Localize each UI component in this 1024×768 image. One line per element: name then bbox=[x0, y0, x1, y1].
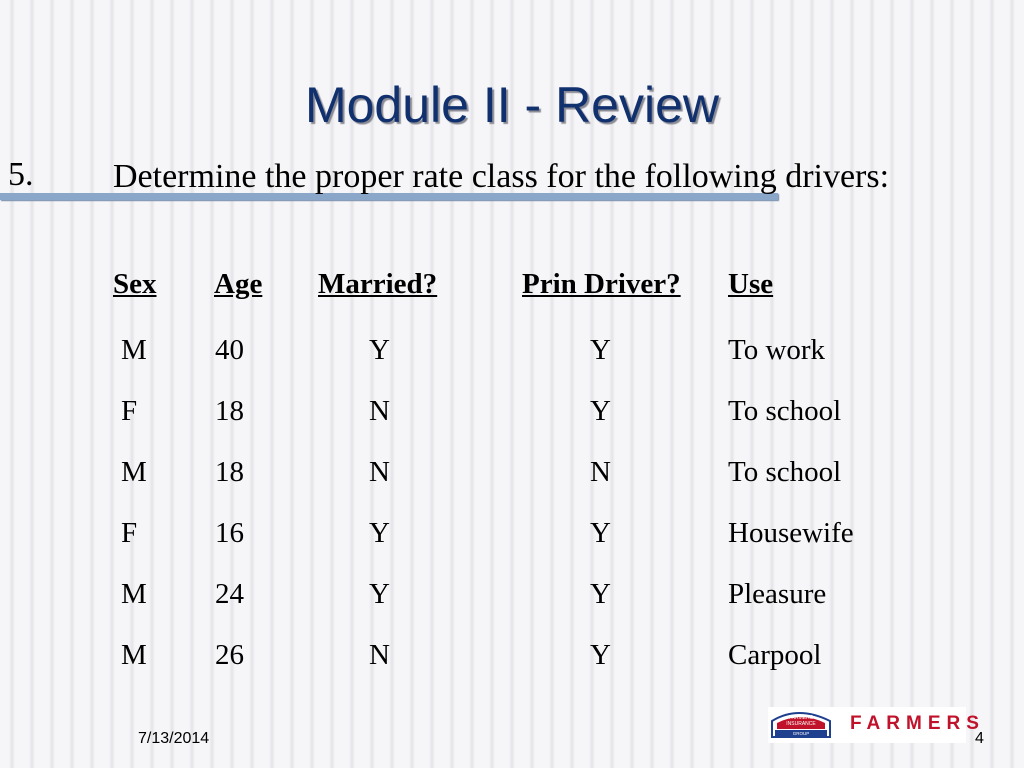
cell-use: Pleasure bbox=[728, 578, 827, 610]
cell-married: Y bbox=[369, 334, 390, 366]
svg-text:GROUP: GROUP bbox=[792, 731, 810, 736]
slide-title: Module II - Review bbox=[304, 77, 720, 133]
cell-sex: F bbox=[121, 395, 138, 427]
cell-prin-driver: N bbox=[590, 456, 611, 488]
cell-age: 18 bbox=[215, 395, 244, 427]
logo-wordmark: FARMERS bbox=[850, 713, 985, 734]
cell-married: N bbox=[369, 639, 390, 671]
cell-sex: M bbox=[121, 334, 147, 366]
cell-use: To school bbox=[728, 456, 842, 488]
footer-date: 7/13/2014 bbox=[138, 730, 210, 747]
cell-age: 24 bbox=[215, 578, 244, 610]
header-age: Age bbox=[214, 268, 263, 300]
cell-married: Y bbox=[369, 517, 390, 549]
cell-use: To work bbox=[728, 334, 826, 366]
cell-age: 40 bbox=[215, 334, 244, 366]
cell-use: Carpool bbox=[728, 639, 822, 671]
cell-sex: F bbox=[121, 517, 138, 549]
cell-prin-driver: Y bbox=[590, 334, 611, 366]
page-number: 4 bbox=[975, 730, 984, 747]
cell-prin-driver: Y bbox=[590, 578, 611, 610]
cell-sex: M bbox=[121, 578, 147, 610]
cell-use: To school bbox=[728, 395, 842, 427]
cell-age: 16 bbox=[215, 517, 244, 549]
cell-prin-driver: Y bbox=[590, 395, 611, 427]
header-prin-driver: Prin Driver? bbox=[522, 268, 681, 300]
header-use: Use bbox=[728, 268, 774, 300]
cell-prin-driver: Y bbox=[590, 639, 611, 671]
item-number: 5. bbox=[8, 156, 34, 193]
cell-prin-driver: Y bbox=[590, 517, 611, 549]
cell-married: Y bbox=[369, 578, 390, 610]
svg-text:FARMERS: FARMERS bbox=[788, 715, 814, 721]
header-sex: Sex bbox=[113, 268, 157, 300]
cell-married: N bbox=[369, 456, 390, 488]
cell-age: 26 bbox=[215, 639, 244, 671]
cell-sex: M bbox=[121, 639, 147, 671]
cell-use: Housewife bbox=[728, 517, 854, 549]
header-married: Married? bbox=[318, 268, 438, 300]
item-text: Determine the proper rate class for the following drivers: bbox=[113, 158, 890, 195]
svg-text:INSURANCE: INSURANCE bbox=[786, 721, 816, 727]
cell-sex: M bbox=[121, 456, 147, 488]
cell-married: N bbox=[369, 395, 390, 427]
cell-age: 18 bbox=[215, 456, 244, 488]
